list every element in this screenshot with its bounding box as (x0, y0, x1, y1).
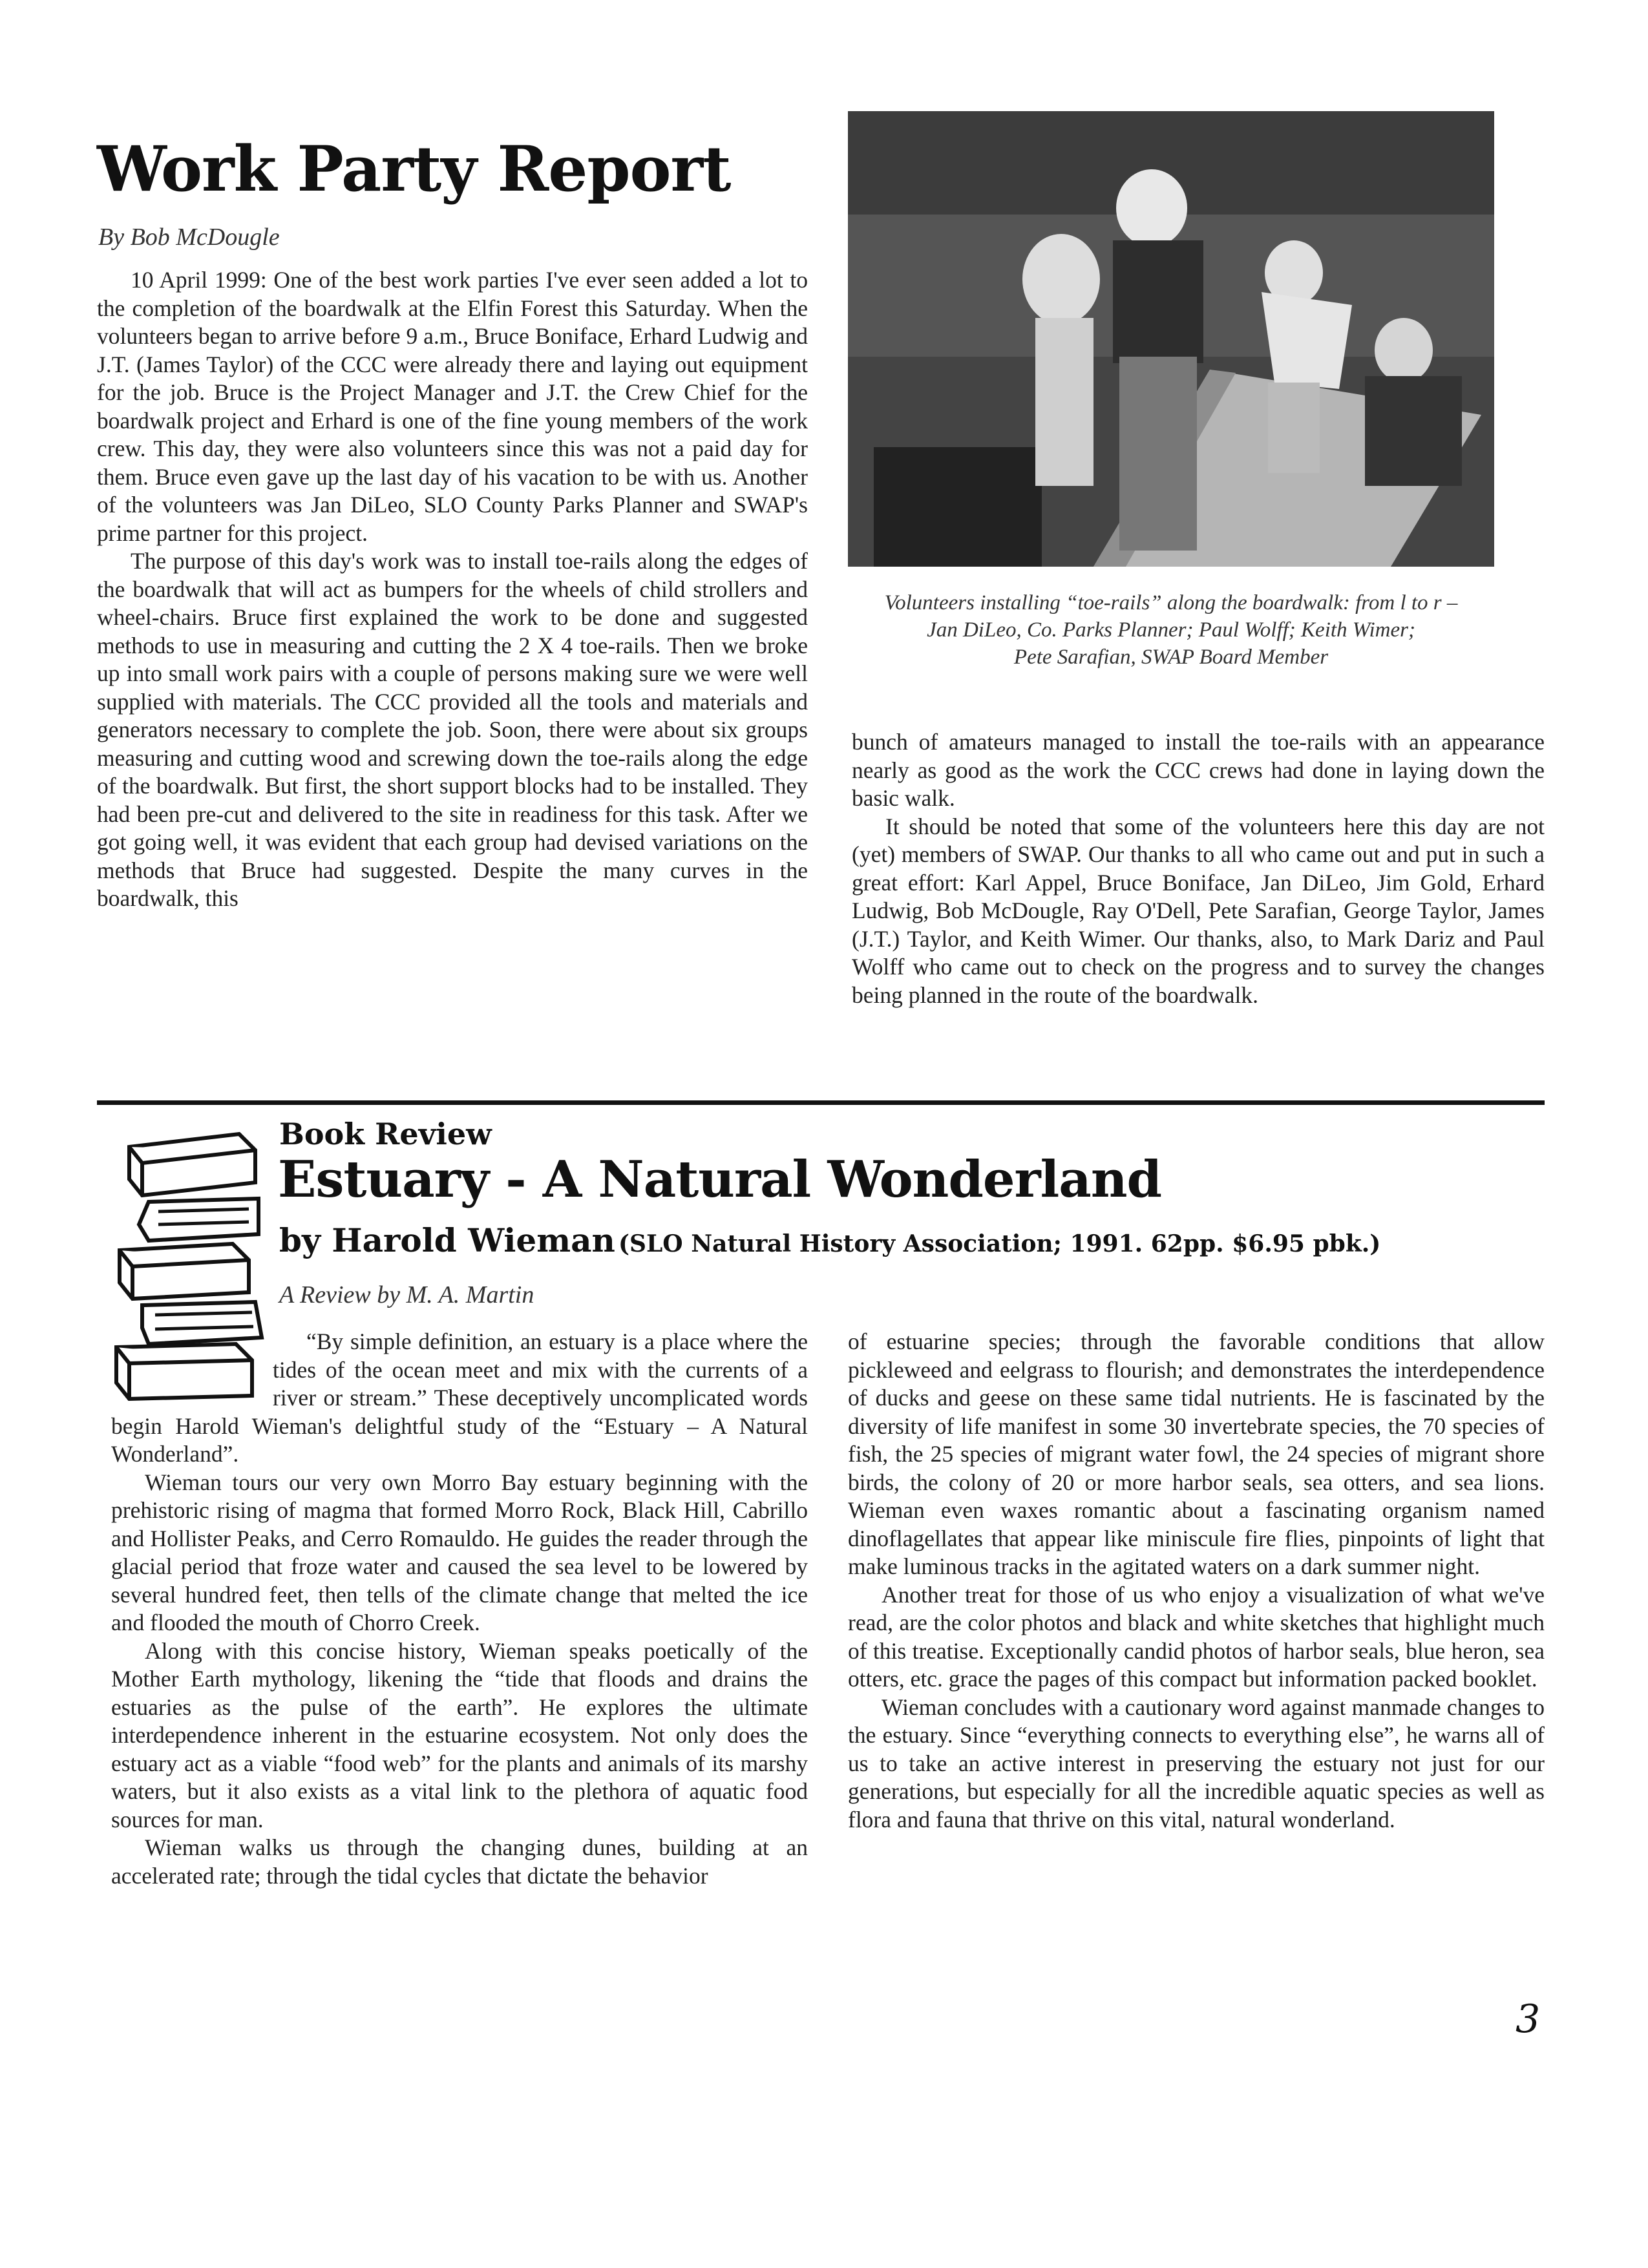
book-publication: (SLO Natural History Association; 1991. 62pp. $6.95 pbk.) (618, 1230, 1381, 1257)
book-title: Estuary - A Natural Wonderland (278, 1150, 1162, 1209)
page-number: 3 (1516, 1997, 1541, 2042)
review-paragraph: Wieman tours our very own Morro Bay estuary beginning with the prehistoric rising of magma that formed Morro Rock, Black Hill, Cabrillo and Hollister Peaks, and Cerro Romauldo. He guides the reader through the glacial period that froze water and caused the sea level to be lowered by several hundred feet, then tells of the climate change that melted the ice and flooded the mouth of Chorro Creek. (111, 1469, 808, 1635)
photo-illustration (848, 111, 1494, 567)
article-paragraph: It should be noted that some of the volunteers here this day are not (yet) members of SWAP. Our thanks to all who came out and put in such a great effort: Karl Appel, Bruce Boniface, Jan DiLeo, Jim Gold, Erhard Ludwig, Bob McDougle, Ray O'Dell, Pete Sarafian, George Taylor, James (J.T.) Taylor, and Keith Wimer. Our thanks, also, to Mark Dariz and Paul Wolff who came out to check on the progress and to survey the changes being planned in the route of the boardwalk. (852, 813, 1545, 1008)
section-divider (97, 1100, 1545, 1105)
review-paragraph: Another treat for those of us who enjoy a visualization of what we've read, are the color photos and black and white sketches that highlight much of this treatise. Exceptionally candid photos of harbor seals, blue heron, sea otters, etc. grace the pages of this compact but information packed booklet. (848, 1581, 1545, 1692)
book-author-line (279, 1221, 1380, 1259)
review-paragraph: Wieman walks us through the changing dunes, building at an accelerated rate; through the tidal cycles that dictate the behavior (111, 1834, 808, 1889)
photo-caption-line: Volunteers installing “toe-rails” along the boardwalk: from l to r – (884, 591, 1458, 614)
book-author: by Harold Wieman (279, 1221, 615, 1259)
review-paragraph: Along with this concise history, Wieman speaks poetically of the Mother Earth mythology, likening the “tide that floods and drains the estuaries as the pulse of the earth”. He explores the ultimate interdependence inherent in the estuarine ecosystem. Not only does the estuary act as a viable “food web” for the plants and animals of its marshy waters, but it also exists as a vital link to the plethora of aquatic food sources for man. (111, 1637, 808, 1832)
photo-caption-line: Pete Sarafian, SWAP Board Member (1013, 646, 1329, 669)
review-paragraph: of estuarine species; through the favorable conditions that allow pickleweed and eelgrass to flourish; and demonstrates the interdependence of ducks and geese on these same tidal nutrients. He is fascinated by the diversity of life manifest in some 30 invertebrate species, the 70 species of fish, the 25 species of migrant water fowl, the 24 species of migrant shore birds, the colony of 20 or more harbor seals, sea otters, and sea lions. Wieman even waxes romantic about a fascinating organism named dinoflagellates that appear like miniscule fire flies, pinpoints of light that make luminous tracks in the agitated waters on a dark summer night. (848, 1328, 1545, 1579)
review-paragraph: “By simple definition, an estuary is a place where the tides of the ocean meet and mix with the currents of a river or stream.” These deceptively uncomplicated words begin Harold Wieman's delightful study of the “Estuary – A Natural Wonderland”. (111, 1328, 808, 1467)
section-label: Book Review (279, 1117, 492, 1151)
article-paragraph: 10 April 1999: One of the best work parties I've ever seen added a lot to the completion of the boardwalk at the Elfin Forest this Saturday. When the volunteers began to arrive before 9 a.m., Bruce Boniface, Erhard Ludwig and J.T. (James Taylor) of the CCC were already there and laying out equipment for the job. Bruce is the Project Manager and J.T. the Crew Chief for the boardwalk project and Erhard is one of the fine young members of the work crew. This day, they were also volunteers since this was not a paid day for them. Bruce even gave up the last day of his vacation to be with us. Another of the volunteers was Jan DiLeo, SLO County Parks Planner and SWAP's prime partner for this project. (97, 267, 808, 546)
review-right-column (848, 1328, 1545, 1834)
article-paragraph: The purpose of this day's work was to install toe-rails along the edges of the boardwalk that will act as bumpers for the wheels of child strollers and wheel-chairs. Bruce first explained the work to be done and suggested methods to use in measuring and cutting the 2 X 4 toe-rails. Then we broke up into small work pairs with a couple of persons making sure we were well supplied with materials. The CCC provided all the tools and materials and generators necessary to complete the job. Soon, there were about six groups measuring and cutting wood and screwing down the toe-rails along the edge of the boardwalk. But first, the short support blocks had to be installed. They had been pre-cut and delivered to the site in readiness for this task. After we got going well, it was evident that each group had devised variations on the methods that Bruce had suggested. Despite the many curves in the boardwalk, this (97, 548, 808, 911)
article-left-column (97, 266, 808, 913)
volunteers-photo (848, 111, 1494, 567)
article-right-column (852, 728, 1545, 1009)
review-byline: A Review by M. A. Martin (279, 1281, 534, 1308)
article-title: Work Party Report (97, 132, 731, 205)
photo-caption (848, 589, 1494, 671)
article-byline: By Bob McDougle (98, 224, 280, 251)
photo-caption-line: Jan DiLeo, Co. Parks Planner; Paul Wolff; Keith Wimer; (927, 618, 1415, 642)
review-paragraph: Wieman concludes with a cautionary word against manmade changes to the estuary. Since “everything connects to everything else”, he warns all of us to take an active interest in preserving the estuary not just for our generations, but especially for all the incredible aquatic species as well as flora and fauna that thrive on this vital, natural wonderland. (848, 1694, 1545, 1832)
article-paragraph: bunch of amateurs managed to install the toe-rails with an appearance nearly as good as the work the CCC crews had done in laying down the basic walk. (852, 729, 1545, 811)
icon-wrap-spacer (111, 1328, 273, 1385)
review-left-column (111, 1328, 808, 1890)
